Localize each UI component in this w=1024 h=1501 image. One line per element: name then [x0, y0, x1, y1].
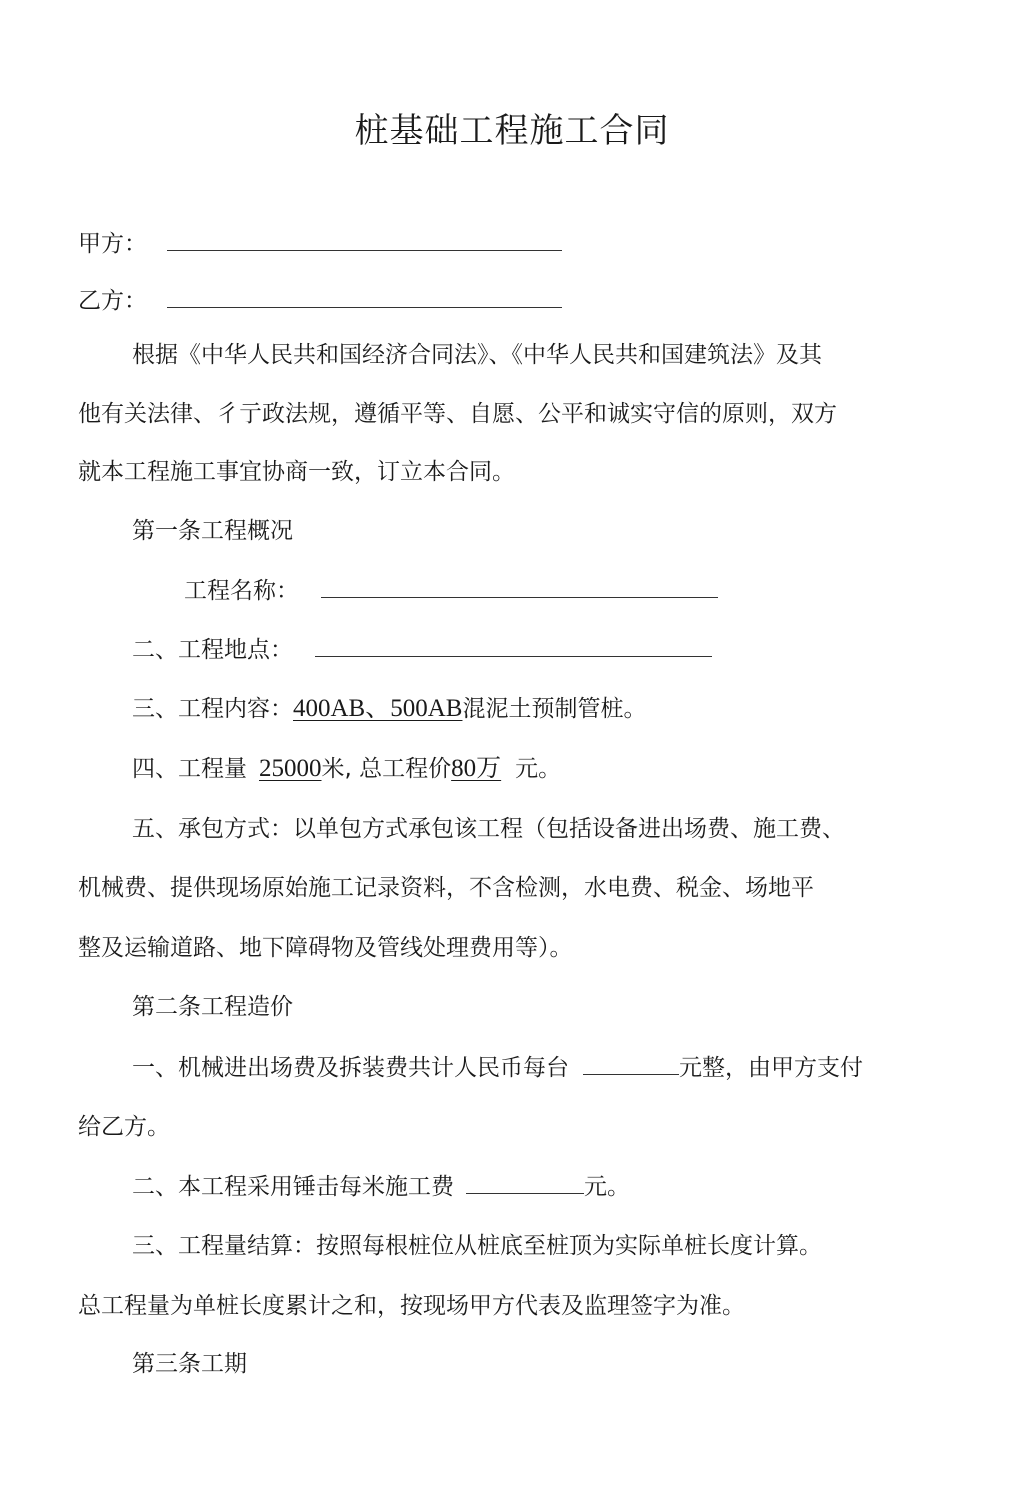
party-a-label: 甲方：	[78, 231, 147, 257]
project-content-spec: 400AB、500AB	[293, 695, 463, 722]
article1-heading: 第一条工程概况	[132, 518, 293, 544]
contract-method-line-3: 整及运输道路、地下障碍物及管线处理费用等）。	[78, 935, 573, 961]
quantity-value: 25000	[259, 755, 322, 782]
preamble-line-3: 就本工程施工事宜协商一致，订立本合同。	[78, 459, 515, 485]
project-content-line	[132, 692, 646, 726]
per-meter-fee-suffix: 元。	[584, 1174, 630, 1200]
contract-method-line-2: 机械费、提供现场原始施工记录资料，不含检测，水电费、税金、场地平	[78, 875, 814, 901]
project-name-blank[interactable]	[321, 575, 718, 598]
price-value: 80万	[451, 755, 502, 782]
preamble-line-2: 他有关法律、彳亍政法规，遵循平等、自愿、公平和诚实守信的原则，双方	[78, 401, 837, 427]
project-content-prefix: 三、工程内容：	[132, 696, 293, 722]
per-meter-fee-prefix: 二、本工程采用锤击每米施工费	[132, 1174, 454, 1200]
price-suffix: 元。	[515, 756, 562, 782]
article3-heading: 第三条工期	[132, 1351, 247, 1377]
project-location-line	[132, 633, 712, 667]
project-content-suffix: 混泥土预制管桩。	[462, 696, 647, 722]
project-name-line	[184, 574, 718, 608]
settlement-line-2: 总工程量为单桩长度累计之和，按现场甲方代表及监理签字为准。	[78, 1293, 745, 1319]
project-quantity-line	[132, 752, 561, 786]
party-b-blank[interactable]	[167, 285, 562, 308]
per-meter-fee-line	[132, 1170, 630, 1204]
project-location-blank[interactable]	[315, 634, 712, 657]
document-title: 桩基础工程施工合同	[354, 111, 670, 151]
quantity-mid: 米, 总工程价	[321, 756, 452, 782]
quantity-prefix: 四、工程量	[132, 756, 247, 782]
settlement-line-1: 三、工程量结算：按照每根桩位从桩底至桩顶为实际单桩长度计算。	[132, 1233, 822, 1259]
project-location-label: 二、工程地点：	[132, 637, 293, 663]
party-b-line	[78, 284, 562, 318]
article2-heading: 第二条工程造价	[132, 994, 293, 1020]
machine-fee-blank[interactable]	[583, 1052, 679, 1075]
machine-fee-line	[132, 1051, 863, 1085]
party-a-blank[interactable]	[167, 228, 562, 251]
per-meter-fee-blank[interactable]	[466, 1171, 584, 1194]
project-name-label: 工程名称：	[184, 578, 299, 604]
machine-fee-suffix: 元整，由甲方支付	[679, 1055, 863, 1081]
preamble-line-1: 根据《中华人民共和国经济合同法》、《中华人民共和国建筑法》及其	[132, 342, 822, 368]
machine-fee-prefix: 一、机械进出场费及拆装费共计人民币每台	[132, 1055, 569, 1081]
party-b-label: 乙方：	[78, 288, 147, 314]
party-a-line	[78, 227, 562, 261]
contract-method-line-1: 五、承包方式：以单包方式承包该工程（包括设备进出场费、施工费、	[132, 816, 845, 842]
machine-fee-line-2: 给乙方。	[78, 1114, 170, 1140]
